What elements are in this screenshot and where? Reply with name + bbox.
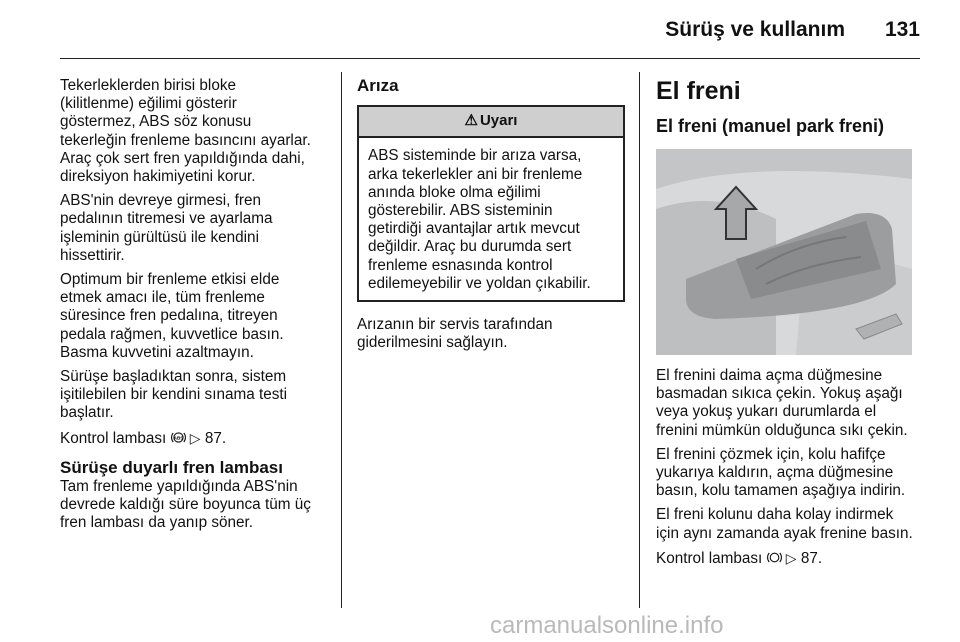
- paragraph: ABS'nin devreye girmesi, fren pedalının titremesi ve ayarlama işleminin gürültüsü ile kendini hissettirir.: [60, 192, 273, 264]
- paragraph: Arızanın bir servis tarafından giderilmesini sağlayın.: [357, 316, 553, 352]
- page-reference: 87.: [204, 429, 227, 447]
- page-header-title: Sürüş ve kullanım: [665, 18, 845, 41]
- control-lamp-reference: [656, 549, 918, 568]
- page-reference-arrow-icon: ▷: [785, 549, 797, 566]
- paragraph: Sürüşe başladıktan sonra, sistem işitilebilen bir kendini sınama testi başlatır.: [60, 368, 288, 422]
- column-divider-1: [341, 72, 342, 608]
- control-lamp-label: Kontrol lambası: [60, 429, 167, 447]
- warning-text: ABS sisteminde bir arıza varsa, arka tekerlekler ani bir frenleme anında bloke olma eğilimi gösterebilir. ABS sisteminin getirdiği avantajlar artık mevcut değildir. Araç bu durumda sert frenleme esnasında kontrol edilemeyebilir ve yoldan çıkabilir.: [368, 147, 591, 292]
- column-divider-2: [639, 72, 640, 608]
- chapter-title: El freni: [656, 77, 741, 105]
- warning-title: Uyarı: [479, 112, 518, 130]
- paragraph: El freni kolunu daha kolay indirmek için aynı zamanda ayak frenine basın.: [656, 506, 913, 542]
- svg-text:ABS: ABS: [173, 434, 183, 440]
- paragraph: Optimum bir frenleme etkisi elde etmek amacı ile, tüm frenleme süresince fren pedalına, titreyen pedala rağmen, kuvvetlice basın. Basma kuvvetini azaltmayın.: [60, 271, 284, 361]
- header-rule: [60, 58, 920, 59]
- paragraph: Tam frenleme yapıldığında ABS'nin devrede kaldığı süre boyunca tüm üç fren lambası da yanıp söner.: [60, 477, 311, 532]
- paragraph: El frenini daima açma düğmesine basmadan sıkıca çekin. Yokuş aşağı veya yokuş yukarı durumlarda el frenini mümkün olduğunca sıkı çekin.: [656, 367, 908, 439]
- abs-warning-lamp-icon: [171, 431, 186, 444]
- section-subtitle: El freni (manuel park freni): [656, 116, 885, 136]
- column-right: [656, 77, 918, 574]
- paragraph: El frenini çözmek için, kolu hafifçe yukarıya kaldırın, açma düğmesine basın, kolu tamamen aşağıya indirin.: [656, 445, 906, 500]
- section-title: Arıza: [357, 76, 399, 95]
- control-lamp-label: Kontrol lambası: [656, 549, 763, 567]
- warning-header: [359, 107, 623, 138]
- watermark: carmanualsonline.info: [490, 612, 724, 639]
- warning-box: [357, 105, 625, 302]
- paragraph: Tekerleklerden birisi bloke (kilitlenme) eğilimi gösterir göstermez, ABS söz konusu tekerleğin frenleme basıncını ayarlar. Araç çok sert fren yapıldığında dahi, direksiyon hakimiyetini korur.: [60, 77, 311, 186]
- page-reference-arrow-icon: ▷: [189, 429, 201, 446]
- brake-warning-lamp-icon: [767, 551, 782, 564]
- page-number: 131: [884, 18, 920, 41]
- section-heading: Sürüşe duyarlı fren lambası: [60, 457, 283, 477]
- warning-triangle-icon: ⚠: [464, 112, 478, 130]
- column-left: [60, 77, 330, 538]
- page-reference: 87.: [800, 549, 823, 567]
- handbrake-illustration: [656, 149, 912, 355]
- column-middle: [357, 77, 625, 358]
- control-lamp-reference: [60, 429, 330, 448]
